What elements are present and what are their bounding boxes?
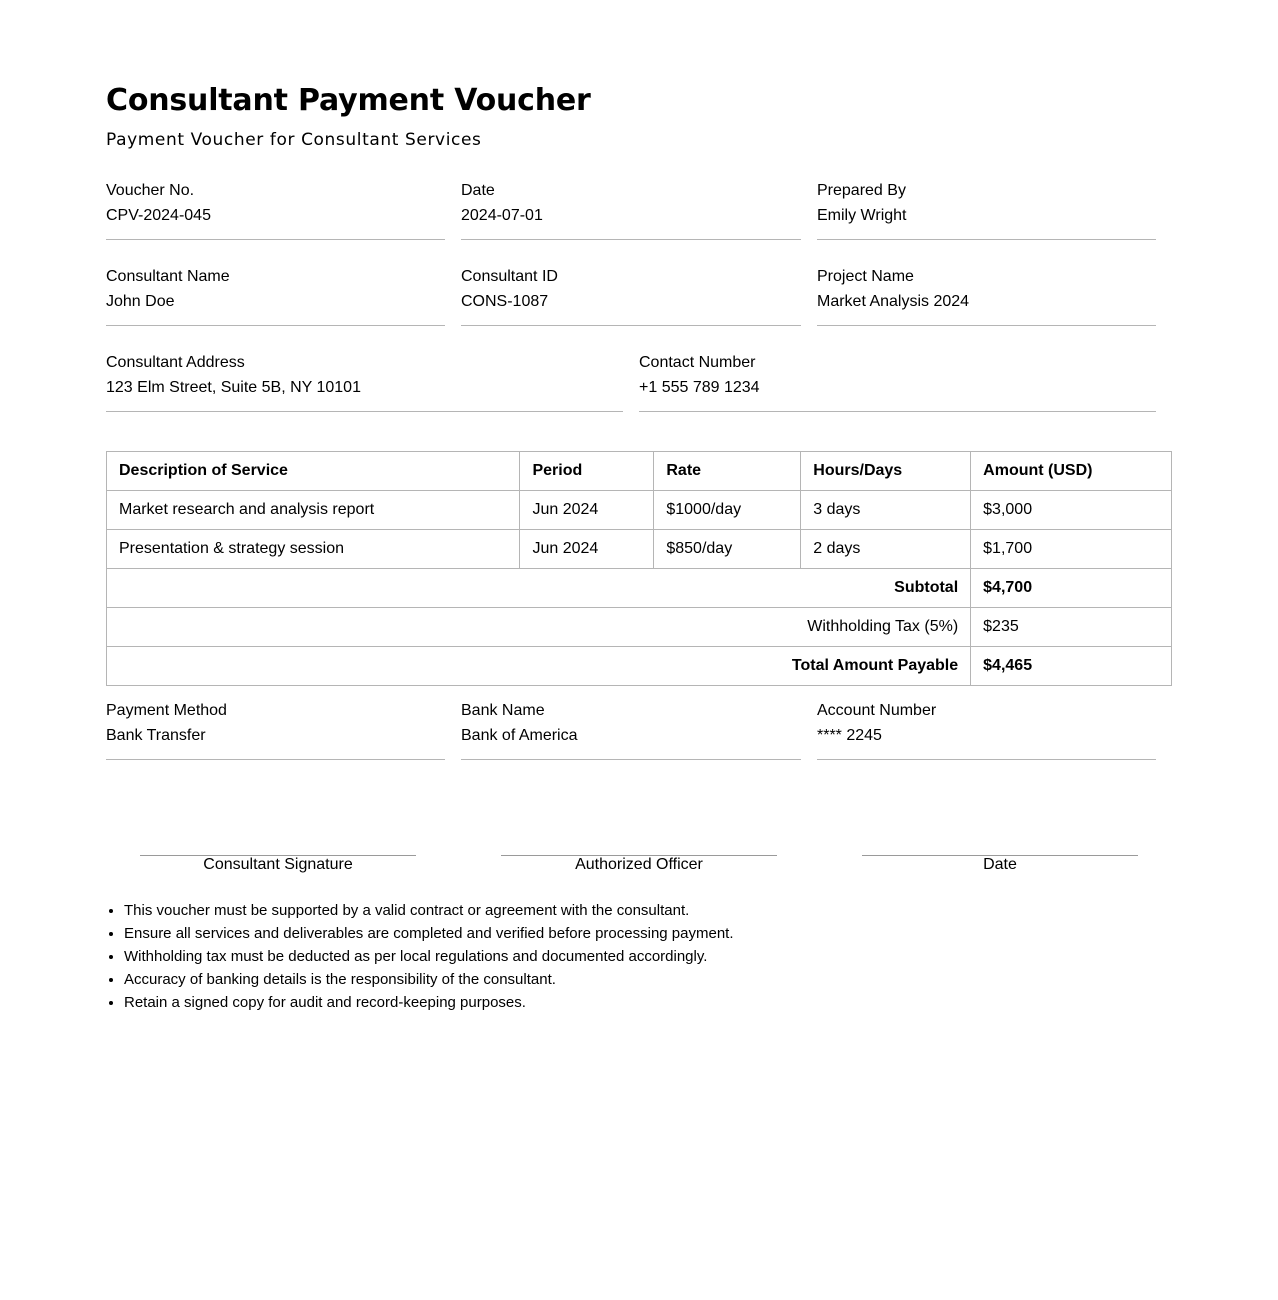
consultant-address-field xyxy=(106,354,623,412)
total-value: $4,465 xyxy=(971,647,1172,686)
subtotal-value: $4,700 xyxy=(971,569,1172,608)
date-field xyxy=(461,182,801,240)
field-value: John Doe xyxy=(106,293,175,310)
table-cell: $850/day xyxy=(654,530,801,569)
voucher-no-field xyxy=(106,182,445,240)
account-number-field xyxy=(817,702,1156,760)
table-cell: Market research and analysis report xyxy=(107,491,520,530)
table-row xyxy=(107,491,1172,530)
consultant-signature-line xyxy=(140,855,416,874)
table-cell: $3,000 xyxy=(971,491,1172,530)
field-value: Bank Transfer xyxy=(106,727,206,744)
field-label: Date xyxy=(461,182,495,199)
column-header: Amount (USD) xyxy=(971,452,1172,491)
list-item: • Retain a signed copy for audit and record-keeping purposes. xyxy=(124,991,734,1014)
subtotal-row xyxy=(107,569,1172,608)
field-value: CPV-2024-045 xyxy=(106,207,211,224)
field-value: Market Analysis 2024 xyxy=(817,293,970,310)
prepared-by-field xyxy=(817,182,1156,240)
tax-value: $235 xyxy=(971,608,1172,647)
field-label: Consultant Address xyxy=(106,354,245,371)
field-label: Bank Name xyxy=(461,702,545,719)
table-header-row xyxy=(107,452,1172,491)
payment-method-field xyxy=(106,702,445,760)
list-item: • Ensure all services and deliverables are completed and verified before processing payment. xyxy=(124,922,734,945)
field-value: +1 555 789 1234 xyxy=(639,379,760,396)
signature-label: Date xyxy=(983,856,1017,873)
field-label: Payment Method xyxy=(106,702,227,719)
column-header: Hours/Days xyxy=(801,452,971,491)
list-item: • Accuracy of banking details is the responsibility of the consultant. xyxy=(124,968,734,991)
table-cell: $1,700 xyxy=(971,530,1172,569)
field-value: Bank of America xyxy=(461,727,578,744)
bank-name-field xyxy=(461,702,801,760)
table-cell: $1000/day xyxy=(654,491,801,530)
field-value: 123 Elm Street, Suite 5B, NY 10101 xyxy=(106,379,361,396)
table-row xyxy=(107,530,1172,569)
table-cell: Jun 2024 xyxy=(520,530,654,569)
tax-label: Withholding Tax (5%) xyxy=(107,608,971,647)
field-value: 2024-07-01 xyxy=(461,207,543,224)
authorized-officer-line xyxy=(501,855,777,874)
total-label: Total Amount Payable xyxy=(107,647,971,686)
notes-list xyxy=(106,899,734,1014)
field-value: Emily Wright xyxy=(817,207,907,224)
signature-label: Authorized Officer xyxy=(575,856,703,873)
table-cell: 2 days xyxy=(801,530,971,569)
column-header: Description of Service xyxy=(107,452,520,491)
services-table xyxy=(106,451,1172,686)
field-value: **** 2245 xyxy=(817,727,882,744)
table-cell: Jun 2024 xyxy=(520,491,654,530)
contact-number-field xyxy=(639,354,1156,412)
table-cell: 3 days xyxy=(801,491,971,530)
field-label: Prepared By xyxy=(817,182,906,199)
page-subtitle: Payment Voucher for Consultant Services xyxy=(106,130,482,150)
field-label: Contact Number xyxy=(639,354,756,371)
subtotal-label: Subtotal xyxy=(107,569,971,608)
consultant-name-field xyxy=(106,268,445,326)
column-header: Rate xyxy=(654,452,801,491)
field-label: Account Number xyxy=(817,702,937,719)
list-item: • Withholding tax must be deducted as per local regulations and documented accordingly. xyxy=(124,945,734,968)
list-item: • This voucher must be supported by a valid contract or agreement with the consultant. xyxy=(124,899,734,922)
page-title: Consultant Payment Voucher xyxy=(106,83,591,118)
signature-date-line xyxy=(862,855,1138,874)
table-cell: Presentation & strategy session xyxy=(107,530,520,569)
field-label: Voucher No. xyxy=(106,182,195,199)
field-label: Consultant ID xyxy=(461,268,558,285)
tax-row xyxy=(107,608,1172,647)
signature-label: Consultant Signature xyxy=(203,856,353,873)
total-row xyxy=(107,647,1172,686)
consultant-id-field xyxy=(461,268,801,326)
project-name-field xyxy=(817,268,1156,326)
field-label: Consultant Name xyxy=(106,268,230,285)
column-header: Period xyxy=(520,452,654,491)
field-value: CONS-1087 xyxy=(461,293,549,310)
field-label: Project Name xyxy=(817,268,914,285)
